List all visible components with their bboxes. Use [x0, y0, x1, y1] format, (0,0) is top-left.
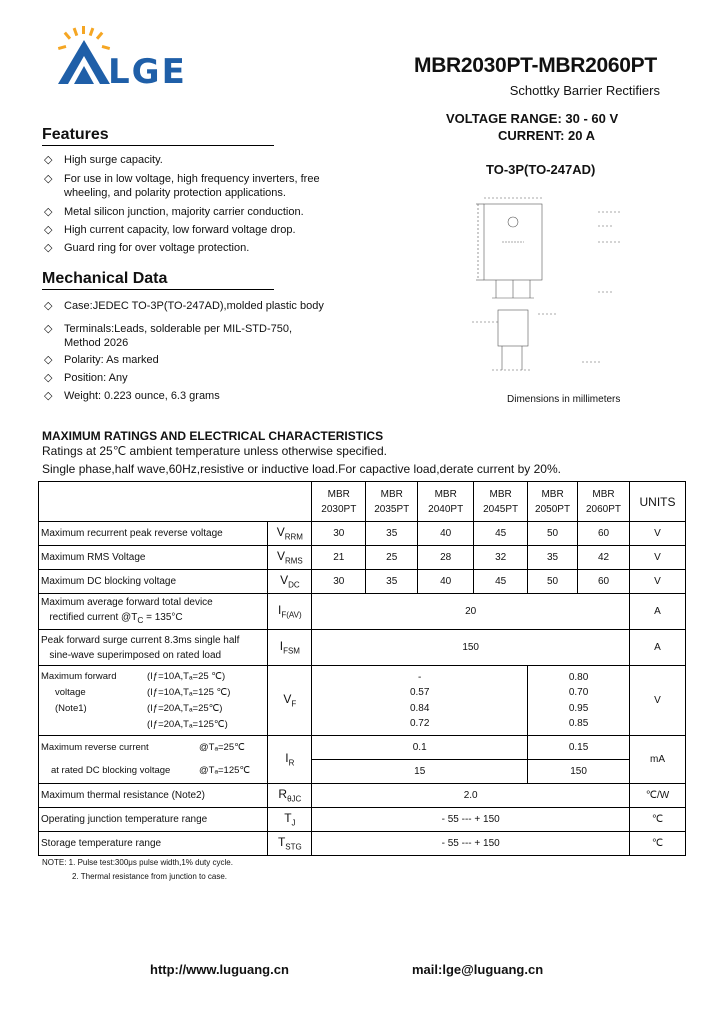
row-label: Maximum RMS Voltage	[39, 546, 268, 570]
mechanical-item: ◇ Polarity: As marked	[44, 354, 159, 366]
logo-icon	[56, 26, 112, 88]
cell-value: 35	[366, 570, 418, 594]
table-row	[39, 546, 686, 570]
ratings-note-load: Single phase,half wave,60Hz,resistive or inductive load.For capactive load,derate current by 20%.	[42, 462, 561, 476]
table-row	[39, 570, 686, 594]
row-label: Peak forward surge current 8.3ms single half sine-wave superimposed on rated load	[39, 630, 268, 666]
package-name: TO-3P(TO-247AD)	[486, 162, 596, 177]
row-symbol: $T_{STG}$	[268, 832, 312, 856]
row-label: Operating junction temperature range	[39, 808, 268, 832]
row-label: Maximum thermal resistance (Note2)	[39, 784, 268, 808]
diamond-icon: ◇	[44, 173, 53, 185]
mechanical-item: ◇ Case:JEDEC TO-3P(TO-247AD),molded plastic body	[44, 300, 324, 312]
cell-value: 28	[418, 546, 474, 570]
cell-value: 50	[528, 522, 578, 546]
feature-item: ◇ High current capacity, low forward voltage drop.	[44, 224, 296, 236]
package-outline-drawing	[462, 192, 652, 382]
dimension-caption: Dimensions in millimeters	[507, 394, 621, 405]
cell-value: 150	[312, 630, 630, 666]
diamond-icon: ◇	[44, 354, 53, 366]
row-symbol: $V_F$	[268, 666, 312, 736]
cell-unit: A	[630, 594, 686, 630]
row-symbol: $I_{F(AV)}$	[268, 594, 312, 630]
ratings-table	[38, 481, 686, 856]
table-row	[39, 736, 686, 760]
cell-unit: V	[630, 666, 686, 736]
cell-value: 45	[474, 570, 528, 594]
table-row	[39, 808, 686, 832]
header-mbr2060pt: MBR 2060PT	[578, 482, 630, 522]
cell-value: 25	[366, 546, 418, 570]
feature-item-cont: wheeling, and polarity protection applications.	[64, 187, 286, 199]
cell-value: 150	[528, 760, 630, 784]
cell-unit: V	[630, 570, 686, 594]
cell-value: 20	[312, 594, 630, 630]
diamond-icon: ◇	[44, 300, 53, 312]
cell-unit: A	[630, 630, 686, 666]
features-title: Features	[42, 126, 274, 146]
cell-value: - 55 --- + 150	[312, 808, 630, 832]
cell-value: 42	[578, 546, 630, 570]
row-symbol: $R_{\theta JC}$	[268, 784, 312, 808]
row-label: Maximum average forward total device rectified current $@T_C = 135^\circ C$	[39, 594, 268, 630]
footer-url-link[interactable]: http://www.luguang.cn	[150, 962, 289, 977]
diamond-icon: ◇	[44, 154, 53, 166]
diamond-icon: ◇	[44, 390, 53, 402]
mechanical-title: Mechanical Data	[42, 270, 274, 290]
header-mbr2040pt: MBR 2040PT	[418, 482, 474, 522]
cell-value: 30	[312, 522, 366, 546]
cell-value: 21	[312, 546, 366, 570]
header-mbr2035pt: MBR 2035PT	[366, 482, 418, 522]
cell-value: 60	[578, 570, 630, 594]
cell-value: 50	[528, 570, 578, 594]
table-row	[39, 832, 686, 856]
row-label: Maximum forward voltage (Note1) (Iƒ=10A,Tₐ=25 ℃) (Iƒ=10A,Tₐ=125 ℃) (Iƒ=20A,Tₐ=25℃) (Iƒ=20A,Tₐ=125℃)	[39, 666, 268, 736]
voltage-range: VOLTAGE RANGE: 30 - 60 V	[446, 111, 619, 126]
row-symbol: $I_{FSM}$	[268, 630, 312, 666]
feature-item: ◇ Guard ring for over voltage protection.	[44, 242, 250, 254]
mechanical-item-cont: Method 2026	[64, 337, 129, 349]
subtitle: Schottky Barrier Rectifiers	[509, 83, 660, 98]
header-units: UNITS	[630, 482, 686, 522]
logo-text: LGE	[108, 52, 187, 92]
table-header-row	[39, 482, 686, 522]
diamond-icon: ◇	[44, 242, 53, 254]
feature-item: ◇ High surge capacity.	[44, 154, 163, 166]
cell-value: 40	[418, 522, 474, 546]
note-1: NOTE: 1. Pulse test:300μs pulse width,1% duty cycle.	[42, 858, 233, 867]
mechanical-item: ◇ Terminals:Leads, solderable per MIL-STD-750,	[44, 323, 293, 335]
cell-value: 40	[418, 570, 474, 594]
diamond-icon: ◇	[44, 372, 53, 384]
mechanical-item: ◇ Position: Any	[44, 372, 128, 384]
cell-value: 35	[366, 522, 418, 546]
row-label: Maximum DC blocking voltage	[39, 570, 268, 594]
cell-value: 2.0	[312, 784, 630, 808]
cell-value-group: 0.80 0.70 0.95 0.85	[528, 666, 630, 736]
table-row	[39, 666, 686, 736]
note-2: 2. Thermal resistance from junction to case.	[72, 872, 228, 881]
mechanical-item: ◇ Weight: 0.223 ounce, 6.3 grams	[44, 390, 220, 402]
diamond-icon: ◇	[44, 323, 53, 335]
cell-value: 60	[578, 522, 630, 546]
cell-value-group: - 0.57 0.84 0.72	[312, 666, 528, 736]
feature-item: ◇ For use in low voltage, high frequency inverters, free	[44, 173, 320, 185]
table-row	[39, 522, 686, 546]
row-symbol: $T_J$	[268, 808, 312, 832]
row-symbol: $I_R$	[268, 736, 312, 784]
cell-value: 0.15	[528, 736, 630, 760]
cell-value: 15	[312, 760, 528, 784]
diamond-icon: ◇	[44, 206, 53, 218]
row-symbol: $V_{RRM}$	[268, 522, 312, 546]
row-label: Maximum reverse current @Tₐ=25℃ at rated DC blocking voltage @Tₐ=125℃	[39, 736, 268, 784]
footer-mail-link[interactable]: mail:lge@luguang.cn	[412, 962, 544, 977]
cell-unit: ℃/W	[630, 784, 686, 808]
cell-unit: V	[630, 522, 686, 546]
row-label: Maximum recurrent peak reverse voltage	[39, 522, 268, 546]
row-label: Storage temperature range	[39, 832, 268, 856]
diamond-icon: ◇	[44, 224, 53, 236]
row-symbol: $V_{RMS}$	[268, 546, 312, 570]
cell-value: 32	[474, 546, 528, 570]
cell-value: 0.1	[312, 736, 528, 760]
table-row	[39, 594, 686, 630]
cell-value: 30	[312, 570, 366, 594]
header-blank	[39, 482, 312, 522]
header-mbr2030pt: MBR 2030PT	[312, 482, 366, 522]
cell-value: 45	[474, 522, 528, 546]
cell-unit: mA	[630, 736, 686, 784]
cell-unit: ℃	[630, 808, 686, 832]
cell-unit: V	[630, 546, 686, 570]
cell-value: 35	[528, 546, 578, 570]
current-rating: CURRENT: 20 A	[498, 128, 596, 143]
ratings-note-temperature: Ratings at 25℃ ambient temperature unless otherwise specified.	[42, 444, 387, 458]
feature-item: ◇ Metal silicon junction, majority carrier conduction.	[44, 206, 304, 218]
ratings-title: MAXIMUM RATINGS AND ELECTRICAL CHARACTERISTICS	[42, 429, 384, 443]
table-row	[39, 784, 686, 808]
cell-unit: ℃	[630, 832, 686, 856]
part-number: MBR2030PT-MBR2060PT	[414, 54, 657, 77]
row-symbol: $V_{DC}$	[268, 570, 312, 594]
header-mbr2045pt: MBR 2045PT	[474, 482, 528, 522]
cell-value: - 55 --- + 150	[312, 832, 630, 856]
table-row	[39, 630, 686, 666]
header-mbr2050pt: MBR 2050PT	[528, 482, 578, 522]
